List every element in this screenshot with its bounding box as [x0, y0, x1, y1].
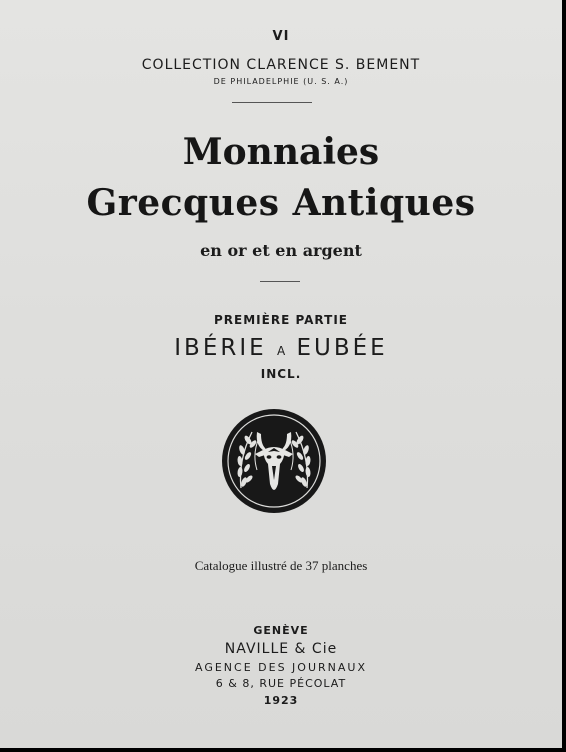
- part-label: PREMIÈRE PARTIE: [214, 313, 348, 327]
- collection-name: COLLECTION CLARENCE S. BEMENT: [141, 57, 421, 73]
- imprint-city: GENÈVE: [253, 624, 309, 637]
- title-line-2: Grecques Antiques: [86, 182, 476, 224]
- bucranium-wreath-coin-icon: [221, 408, 327, 514]
- imprint-address: 6 & 8, RUE PÉCOLAT: [215, 677, 347, 690]
- region-end: EUBÉE: [296, 335, 388, 361]
- volume-number: VI: [272, 29, 290, 44]
- imprint-publisher: NAVILLE & Cie: [224, 641, 338, 657]
- region-inclusive: INCL.: [260, 367, 302, 381]
- region-connector: A: [276, 344, 287, 358]
- region-range: [0, 335, 562, 361]
- imprint-agency: AGENCE DES JOURNAUX: [195, 661, 367, 674]
- imprint-year: 1923: [263, 694, 299, 707]
- subtitle: en or et en argent: [200, 241, 362, 260]
- divider-top: [232, 102, 312, 103]
- region-start: IBÉRIE: [174, 335, 267, 361]
- divider-middle: [260, 281, 300, 282]
- title-line-1: Monnaies: [182, 131, 380, 173]
- catalogue-note: Catalogue illustré de 37 planches: [194, 558, 368, 573]
- collection-origin: DE PHILADELPHIE (U. S. A.): [213, 77, 349, 86]
